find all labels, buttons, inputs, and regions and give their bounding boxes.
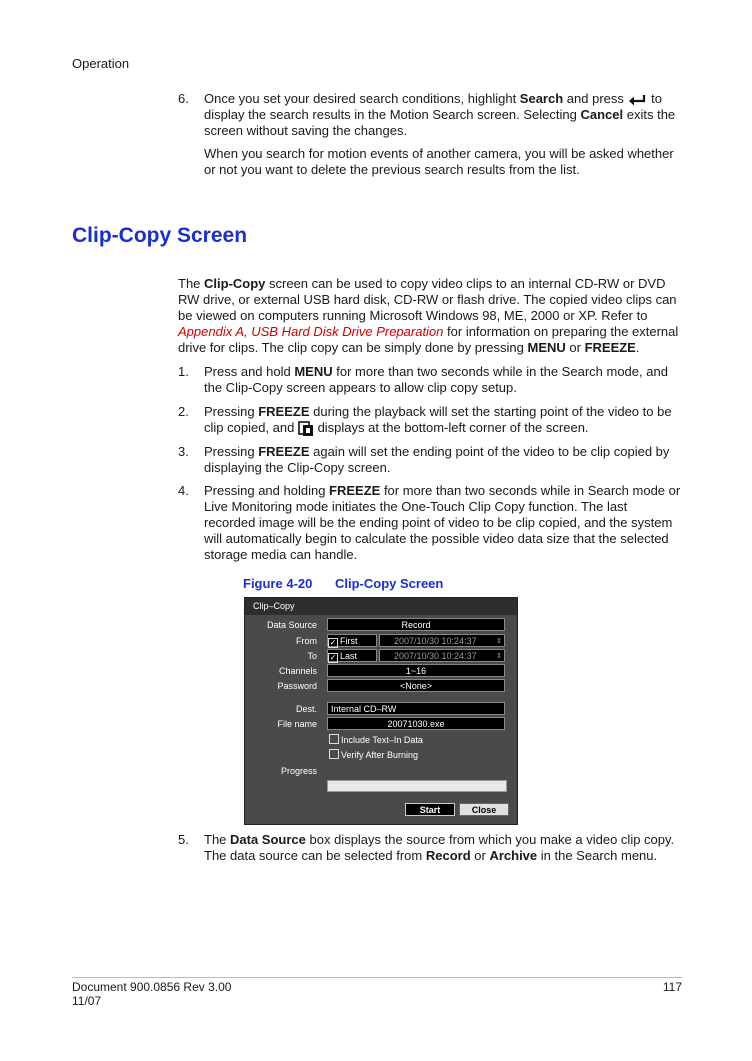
clip-copy-icon — [298, 421, 314, 437]
spin-icon: ⇕ — [496, 653, 502, 660]
running-header: Operation — [72, 56, 130, 71]
channels-label: Channels — [278, 666, 317, 676]
spin-icon: ⇕ — [496, 638, 502, 645]
password-label: Password — [277, 681, 317, 691]
close-button[interactable]: Close — [459, 803, 509, 816]
progress-bar — [327, 780, 507, 792]
step-text: Once you set your desired search conditions, highlight Search and press to display the search results in the Motion Search screen. Selecting Cancel exits the screen without saving the changes. — [204, 91, 676, 138]
step-number: 6. — [178, 91, 189, 106]
page-footer — [72, 977, 682, 1008]
to-last-checkbox[interactable]: ✓ Last — [327, 649, 377, 662]
step-note: When you search for motion events of another camera, you will be asked whether or not you want to delete the previous search results from the list. — [204, 146, 674, 177]
progress-label: Progress — [280, 766, 317, 776]
section-title: Clip-Copy Screen — [72, 224, 248, 247]
intro-paragraph: The Clip-Copy screen can be used to copy video clips to an internal CD-RW or DVD RW drive, or external USB hard disk, CD-RW or flash drive. The copied video clips can be viewed on computers running Microsoft Windows 98, ME, 2000 or XP. Refer to Appendix A, USB Hard Disk Drive Preparation for information on preparing the external drive for clips. The clip copy can be simply done by pressing MENU or FREEZE. — [178, 276, 679, 355]
dest-field[interactable]: Internal CD–RW — [327, 702, 505, 715]
from-label: From — [296, 636, 317, 646]
channels-field[interactable]: 1~16 — [327, 664, 505, 677]
checkmark-icon: ✓ — [329, 638, 337, 647]
to-date-field[interactable]: 2007/10/30 10:24:37 ⇕ — [379, 649, 505, 662]
page-number: 117 — [662, 980, 682, 994]
dest-label: Dest. — [295, 704, 317, 714]
figure-caption — [243, 576, 443, 591]
password-field[interactable]: <None> — [327, 679, 505, 692]
document-number: Document 900.0856 Rev 3.00 — [72, 980, 232, 994]
verify-after-burning-checkbox[interactable]: Verify After Burning — [329, 749, 418, 760]
checkmark-icon: ✓ — [329, 653, 337, 662]
figure-number: Figure 4-20 — [243, 576, 313, 591]
from-date-field[interactable]: 2007/10/30 10:24:37 ⇕ — [379, 634, 505, 647]
figure-title: Clip-Copy Screen — [335, 576, 444, 591]
start-button[interactable]: Start — [405, 803, 455, 816]
clip-copy-screen — [244, 597, 518, 825]
step-6 — [178, 91, 682, 181]
data-source-field[interactable]: Record — [327, 618, 505, 631]
data-source-label: Data Source — [266, 620, 317, 630]
to-label: To — [307, 651, 317, 661]
from-first-checkbox[interactable]: ✓ First — [327, 634, 377, 647]
screen-title: Clip–Copy — [245, 598, 517, 615]
appendix-link[interactable]: Appendix A, USB Hard Disk Drive Preparation — [178, 324, 444, 339]
filename-label: File name — [277, 719, 317, 729]
checkbox-icon — [329, 749, 339, 759]
enter-key-icon — [628, 94, 648, 106]
document-date: 11/07 — [72, 994, 102, 1008]
filename-field[interactable]: 20071030.exe — [327, 717, 505, 730]
checkbox-icon — [329, 734, 339, 744]
include-text-in-checkbox[interactable]: Include Text–In Data — [329, 734, 423, 745]
